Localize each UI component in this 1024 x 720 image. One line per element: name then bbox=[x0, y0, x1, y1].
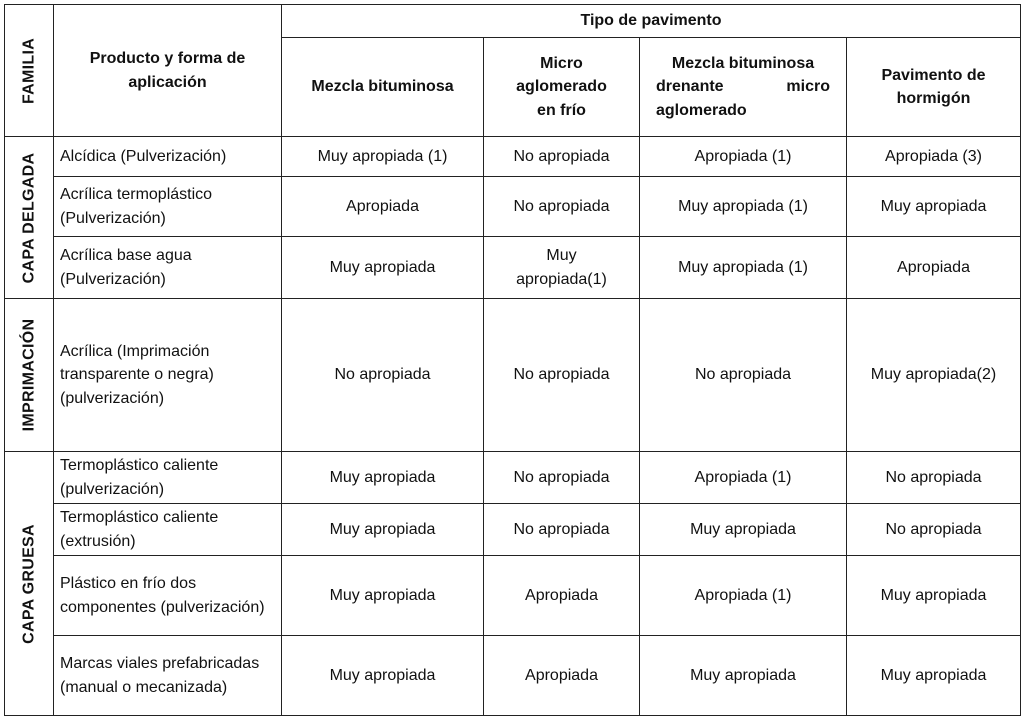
product-cell: Acrílica (Imprimación transparente o negra) (pulverización) bbox=[54, 299, 282, 452]
value-cell: Apropiada bbox=[484, 556, 640, 636]
table-row bbox=[5, 636, 1021, 716]
value-cell: Muy apropiada bbox=[847, 177, 1021, 237]
value-cell: Apropiada (1) bbox=[640, 556, 847, 636]
value-cell: Muy apropiada bbox=[640, 504, 847, 556]
producto-header: Producto y forma de aplicación bbox=[54, 5, 282, 137]
table-row bbox=[5, 137, 1021, 177]
product-cell: Acrílica base agua (Pulverización) bbox=[54, 237, 282, 299]
table-row bbox=[5, 556, 1021, 636]
familia-header: FAMILIA bbox=[5, 5, 54, 137]
product-cell: Termoplástico caliente (pulverización) bbox=[54, 452, 282, 504]
tipo-pavimento-header: Tipo de pavimento bbox=[282, 5, 1021, 38]
product-cell: Plástico en frío dos componentes (pulverización) bbox=[54, 556, 282, 636]
table-row bbox=[5, 299, 1021, 452]
product-cell: Marcas viales prefabricadas (manual o mecanizada) bbox=[54, 636, 282, 716]
value-cell: Apropiada (1) bbox=[640, 452, 847, 504]
value-cell: Muy apropiada(1) bbox=[484, 237, 640, 299]
col-header-mezcla-drenante: Mezcla bituminosa drenante micro aglomerado bbox=[640, 38, 847, 137]
product-cell: Alcídica (Pulverización) bbox=[54, 137, 282, 177]
value-cell: Muy apropiada bbox=[282, 237, 484, 299]
value-cell: No apropiada bbox=[847, 504, 1021, 556]
value-cell: Muy apropiada (1) bbox=[282, 137, 484, 177]
value-cell: Apropiada bbox=[484, 636, 640, 716]
value-cell: No apropiada bbox=[847, 452, 1021, 504]
group-capa-delgada: CAPA DELGADA bbox=[5, 137, 54, 299]
value-cell: Muy apropiada bbox=[640, 636, 847, 716]
value-cell: Apropiada (3) bbox=[847, 137, 1021, 177]
product-cell: Acrílica termoplástico (Pulverización) bbox=[54, 177, 282, 237]
value-cell: Muy apropiada bbox=[282, 504, 484, 556]
value-cell: No apropiada bbox=[640, 299, 847, 452]
col-header-pavimento-hormigon: Pavimento de hormigón bbox=[847, 38, 1021, 137]
value-cell: Muy apropiada (1) bbox=[640, 177, 847, 237]
value-cell: Muy apropiada bbox=[282, 556, 484, 636]
value-cell: No apropiada bbox=[484, 452, 640, 504]
product-cell: Termoplástico caliente (extrusión) bbox=[54, 504, 282, 556]
value-cell: Muy apropiada(2) bbox=[847, 299, 1021, 452]
value-cell: Muy apropiada bbox=[282, 452, 484, 504]
value-cell: No apropiada bbox=[484, 504, 640, 556]
value-cell: No apropiada bbox=[484, 137, 640, 177]
value-cell: No apropiada bbox=[282, 299, 484, 452]
col-header-micro-aglomerado: Micro aglomerado en frío bbox=[484, 38, 640, 137]
value-cell: Muy apropiada bbox=[847, 556, 1021, 636]
value-cell: Muy apropiada bbox=[847, 636, 1021, 716]
table-row bbox=[5, 177, 1021, 237]
value-cell: Muy apropiada bbox=[282, 636, 484, 716]
value-cell: Muy apropiada (1) bbox=[640, 237, 847, 299]
value-cell: No apropiada bbox=[484, 177, 640, 237]
col-header-mezcla-bituminosa: Mezcla bituminosa bbox=[282, 38, 484, 137]
value-cell: Apropiada (1) bbox=[640, 137, 847, 177]
table-row bbox=[5, 504, 1021, 556]
pavement-suitability-table bbox=[4, 4, 1021, 716]
table-row bbox=[5, 237, 1021, 299]
group-imprimacion: IMPRIMACIÓN bbox=[5, 299, 54, 452]
value-cell: Apropiada bbox=[282, 177, 484, 237]
value-cell: No apropiada bbox=[484, 299, 640, 452]
value-cell: Apropiada bbox=[847, 237, 1021, 299]
table-row bbox=[5, 452, 1021, 504]
group-capa-gruesa: CAPA GRUESA bbox=[5, 452, 54, 716]
